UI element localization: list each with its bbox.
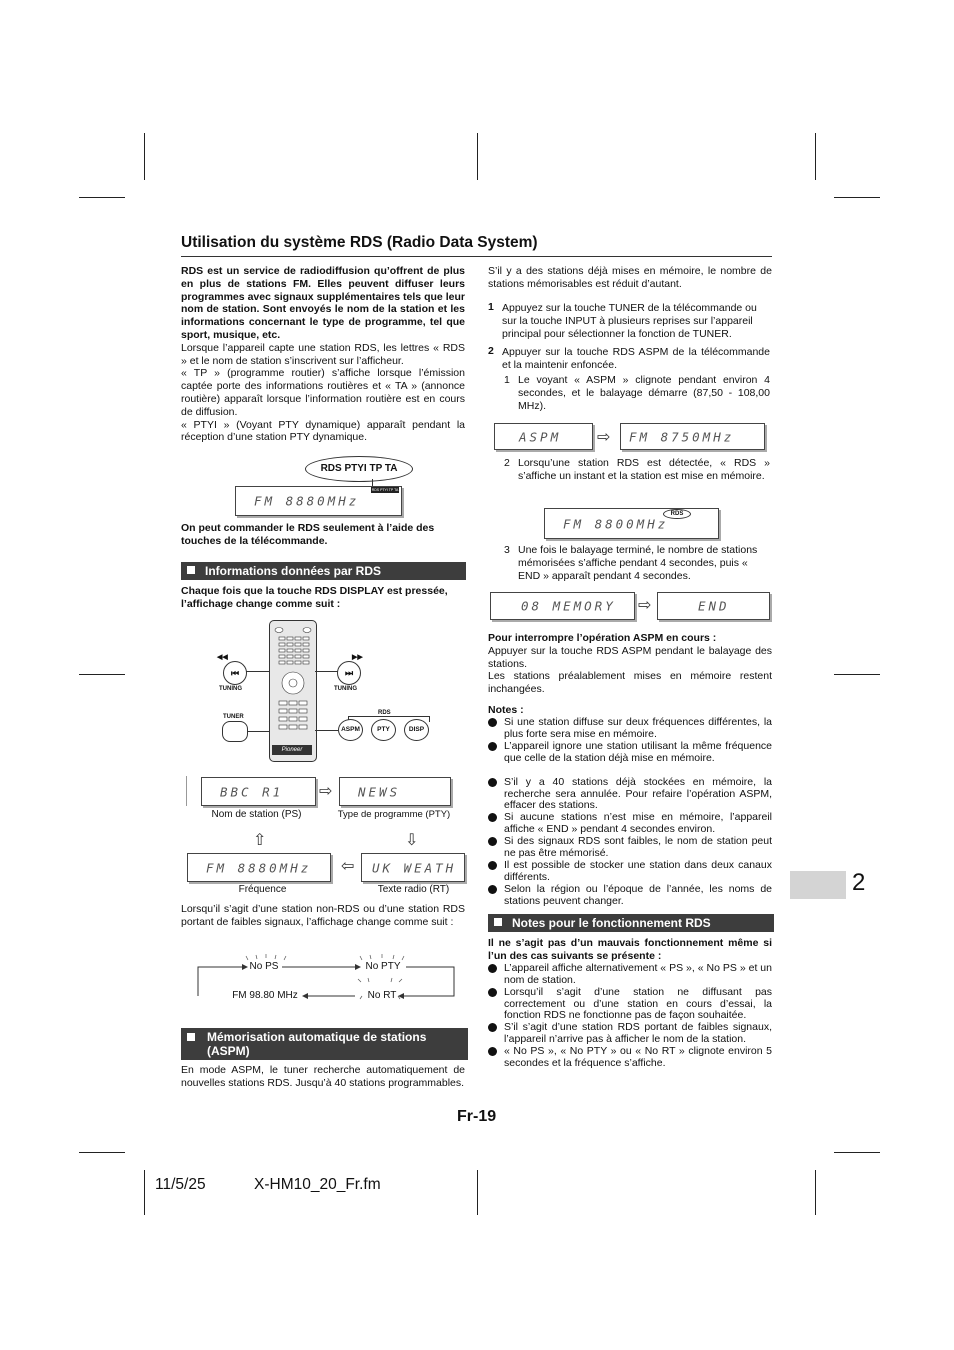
footer-date: 11/5/25 (155, 1176, 206, 1193)
section-rds-info (181, 562, 466, 580)
rds-note-item (488, 1046, 772, 1069)
disp-button[interactable]: DISP (404, 719, 429, 741)
fast-forward-icon: ▶▶ (352, 654, 363, 661)
arrow-right-icon: ⇨ (638, 597, 652, 614)
no-rt-label: No RT (367, 990, 397, 1001)
weak-freq-label: FM 98.80 MHz (232, 990, 298, 1001)
note-text: Si des signaux RDS sont faibles, le nom de station peut ne pas être mémorisé. (504, 835, 772, 859)
footer-filename: X-HM10_20_Fr.fm (254, 1176, 381, 1193)
bullet-icon (488, 813, 497, 822)
notes-title: Notes : (488, 704, 524, 716)
rewind-icon: ◀◀ (217, 654, 228, 661)
intro-line-3: « PTYI » (Voyant PTY dynamique) apparaît pendant la réception d’une station PTY dynamique. (181, 418, 465, 444)
lcd-fm8750-text: FM 8750MHz (629, 429, 735, 444)
tuning-up-button[interactable]: ⏭ (337, 661, 361, 685)
freq-caption: Fréquence (238, 884, 287, 895)
section-rds-notes (488, 914, 774, 932)
pty-button[interactable]: PTY (371, 719, 396, 741)
step-1-text: Appuyez sur la touche TUNER de la télécommande ou sur la touche INPUT à plusieurs reprises sur l’appareil principal pour sélectionner la fonction de TUNER. (502, 302, 757, 340)
lcd-edge-mark (186, 776, 187, 806)
lcd-ps-text: BBC R1 (220, 784, 284, 799)
lcd-indicator-badge: RDS PTYI TP TA (371, 488, 399, 492)
sub-step-3: Une fois le balayage terminé, le nombre de stations mémorisées s’affiche pendant 4 secondes, puis « END » apparaît pendant 4 secondes. (518, 544, 758, 582)
connector-line (315, 730, 338, 731)
note-item (488, 717, 772, 740)
crop-mark (834, 1152, 880, 1153)
section-rds-info-title: Informations données par RDS (205, 564, 382, 578)
stop-aspm-title: Pour interrompre l’opération ASPM en cours : (488, 632, 717, 644)
ps-caption: Nom de station (PS) (211, 809, 302, 820)
section-square-icon (494, 918, 502, 926)
rt-caption: Texte radio (RT) (377, 884, 450, 895)
crop-mark (815, 133, 816, 180)
remote-control-illustration (269, 620, 317, 762)
crop-mark (477, 1170, 478, 1215)
no-ps-label: No PS (249, 961, 279, 972)
lcd-freq-text: FM 8880MHz (206, 860, 312, 875)
sub-number: 3 (504, 544, 510, 556)
lcd-main-text: FM 8880MHz (254, 493, 360, 509)
arrow-up-icon: ⇧ (253, 832, 267, 849)
lcd-aspm-text: ASPM (519, 429, 562, 444)
stop-aspm-text-2: Les stations préalablement mises en mémoire restent inchangées. (488, 670, 772, 696)
lcd-pty-text: NEWS (358, 784, 401, 799)
title-rule (181, 256, 772, 257)
bullet-icon (488, 861, 497, 870)
lcd-end-text: END (698, 598, 730, 614)
chapter-tab (790, 871, 846, 899)
bullet-icon (488, 718, 497, 727)
intro-line-2: « TP » (programme routier) s’affiche lorsque l’émission captée porte des informations routières et « TA » (annonce routière) apparaît lorsque l’information routière est en cours de diffusion. (181, 367, 465, 418)
rds-display-intro: Chaque fois que la touche RDS DISPLAY est pressée, l’affichage change comme suit : (181, 585, 448, 610)
sub-step-1: Le voyant « ASPM » clignote pendant environ 4 secondes, et le balayage démarre (87,50 - 108,00 MHz). (518, 374, 770, 412)
intro-line-1: Lorsque l’appareil capte une station RDS, les lettres « RDS » et le nom de station s’inscrivent sur l’afficheur. (181, 341, 465, 367)
note-item (488, 741, 772, 764)
lcd-fm-8800 (544, 508, 719, 539)
note-item (488, 777, 772, 812)
crop-mark (477, 133, 478, 180)
non-rds-text: Lorsqu’il s’agit d’une station non-RDS ou d’une station RDS portant de faibles signaux, l’affichage change comme suit : (181, 903, 465, 928)
lcd-aspm (494, 423, 593, 450)
step-number: 1 (488, 301, 494, 313)
stop-aspm-text-1: Appuyer sur la touche RDS ASPM pendant le balayage des stations. (488, 644, 772, 670)
rds-note-text: Lorsqu’il s’agit d’une station ne diffusant pas correctement ou d’une station en cours d’essai, la fonction RDS ne fonctionne pas de façon souhaitée. (504, 986, 772, 1021)
rds-badge: RDS (663, 509, 691, 519)
lcd-station-name (201, 777, 316, 806)
arrow-right-icon: ⇨ (319, 783, 333, 800)
bullet-icon (488, 964, 497, 973)
tuning-up-label: TUNING (334, 686, 357, 692)
pty-caption: Type de programme (PTY) (337, 809, 451, 820)
crop-mark (79, 1152, 125, 1153)
rds-group-label: RDS (378, 710, 391, 716)
section-rds-notes-title: Notes pour le fonctionnement RDS (512, 916, 711, 930)
note-text: L’appareil ignore une station utilisant la même fréquence que celle de la station déjà mise en mémoire. (504, 740, 772, 764)
crop-mark (144, 1170, 145, 1215)
section-square-icon (187, 1033, 195, 1041)
page-title: Utilisation du système RDS (Radio Data System) (181, 234, 538, 251)
crop-mark (144, 133, 145, 180)
left-intro (181, 265, 465, 444)
lcd-end (657, 592, 770, 620)
section-aspm-title: Mémorisation automatique de stations (ASPM) (207, 1030, 427, 1058)
rds-note-item (488, 1022, 772, 1045)
note-text: Il est possible de stocker une station dans deux canaux différents. (504, 859, 772, 883)
note-item (488, 884, 772, 907)
lcd-frequency (187, 853, 331, 882)
arrow-right-icon: ⇨ (597, 429, 611, 446)
note-item (488, 812, 772, 835)
sub-number: 1 (504, 374, 510, 386)
connector-line (315, 671, 338, 672)
rds-note-item (488, 963, 772, 986)
rds-note-text: « No PS », « No PTY » ou « No RT » clignote environ 5 secondes et la fréquence s’affiche. (504, 1045, 772, 1069)
page-number: Fr-19 (457, 1108, 497, 1125)
lcd-memory-text: 08 MEMORY (521, 598, 616, 614)
note-text: Si aucune stations n’est mise en mémoire, l’appareil affiche « END » pendant 4 secondes environ. (504, 811, 772, 835)
tuner-label: TUNER (223, 714, 244, 720)
note-text: Selon la région ou l’époque de l’année, les noms de stations peuvent changer. (504, 883, 772, 907)
tuner-button[interactable] (222, 721, 248, 742)
right-intro: S’il y a des stations déjà mises en mémoire, le nombre de stations mémorisables est réduit d’autant. (488, 265, 772, 290)
chapter-number: 2 (852, 869, 866, 896)
arrow-down-icon: ⇩ (405, 832, 419, 849)
note-item (488, 836, 772, 859)
bullet-icon (488, 778, 497, 787)
tuning-down-label: TUNING (219, 686, 242, 692)
crop-mark (79, 674, 125, 675)
note-text: Si une station diffuse sur deux fréquences différentes, la plus forte sera mise en mémoire. (504, 716, 772, 740)
bullet-icon (488, 885, 497, 894)
aspm-intro: En mode ASPM, le tuner recherche automatiquement de nouvelles stations RDS. Jusqu’à 40 stations programmables. (181, 1064, 465, 1089)
crop-mark (815, 1170, 816, 1215)
lcd-fm-8750 (620, 423, 765, 450)
sub-step-2: Lorsqu’une station RDS est détectée, « RDS » s’affiche un instant et la station est mise en mémoire. (518, 457, 770, 482)
connector-line (246, 671, 270, 672)
arrow-left-icon: ⇦ (341, 858, 355, 875)
intro-bold: RDS est un service de radiodiffusion qu’offrent de plus en plus de stations FM. Elles peuvent diffuser leurs programmes avec signaux supplémentaires tels que leur nom de station. Sont envoyés le nom de la station et les informations concernant le type de programme, tel que sport, musique, etc. (181, 265, 465, 341)
bullet-icon (488, 988, 497, 997)
aspm-button[interactable]: ASPM (338, 719, 363, 741)
connector-line (247, 731, 270, 732)
note-item (488, 860, 772, 883)
step-2-text: Appuyer sur la touche RDS ASPM de la télécommande et la maintenir enfoncée. (502, 346, 770, 371)
sub-number: 2 (504, 457, 510, 469)
section-aspm (181, 1028, 468, 1060)
lcd-memory (490, 592, 635, 620)
bullet-icon (488, 1047, 497, 1056)
lcd-radio-text (361, 853, 465, 882)
bullet-icon (488, 837, 497, 846)
step-number: 2 (488, 345, 494, 357)
rds-notes-intro: Il ne s’agit pas d’un mauvais fonctionnement même si l’un des cas suivants se présente : (488, 937, 772, 962)
tuning-down-button[interactable]: ⏮ (223, 661, 247, 685)
bullet-icon (488, 742, 497, 751)
no-pty-label: No PTY (365, 961, 401, 972)
remote-buttons-graphic (270, 621, 316, 761)
lcd-rt-text: UK WEATH (372, 860, 457, 875)
remote-only-note: On peut commander le RDS seulement à l’aide des touches de la télécommande. (181, 522, 435, 547)
section-square-icon (187, 566, 195, 574)
rds-indicator-callout: RDS PTYI TP TA (305, 456, 413, 482)
remote-brand-logo: Pioneer (272, 745, 312, 755)
rds-note-text: L’appareil affiche alternativement « PS », « No PS » et un nom de station. (504, 962, 772, 986)
crop-mark (834, 197, 880, 198)
bullet-icon (488, 1023, 497, 1032)
lcd-program-type (339, 777, 451, 806)
crop-mark (79, 197, 125, 198)
stop-aspm-block (488, 632, 772, 696)
rds-note-text: S’il s’agit d’une station RDS portant de faibles signaux, l’appareil n’arrive pas à afficher le nom de la station. (504, 1021, 772, 1045)
note-text: S’il y a 40 stations déjà stockées en mémoire, la recherche sera annulée. Pour refaire l’opération ASPM, effacer des stations. (504, 776, 772, 811)
rds-note-item (488, 987, 772, 1022)
lcd-fm8800-text: FM 8800MHz (563, 516, 669, 531)
crop-mark (834, 674, 880, 675)
